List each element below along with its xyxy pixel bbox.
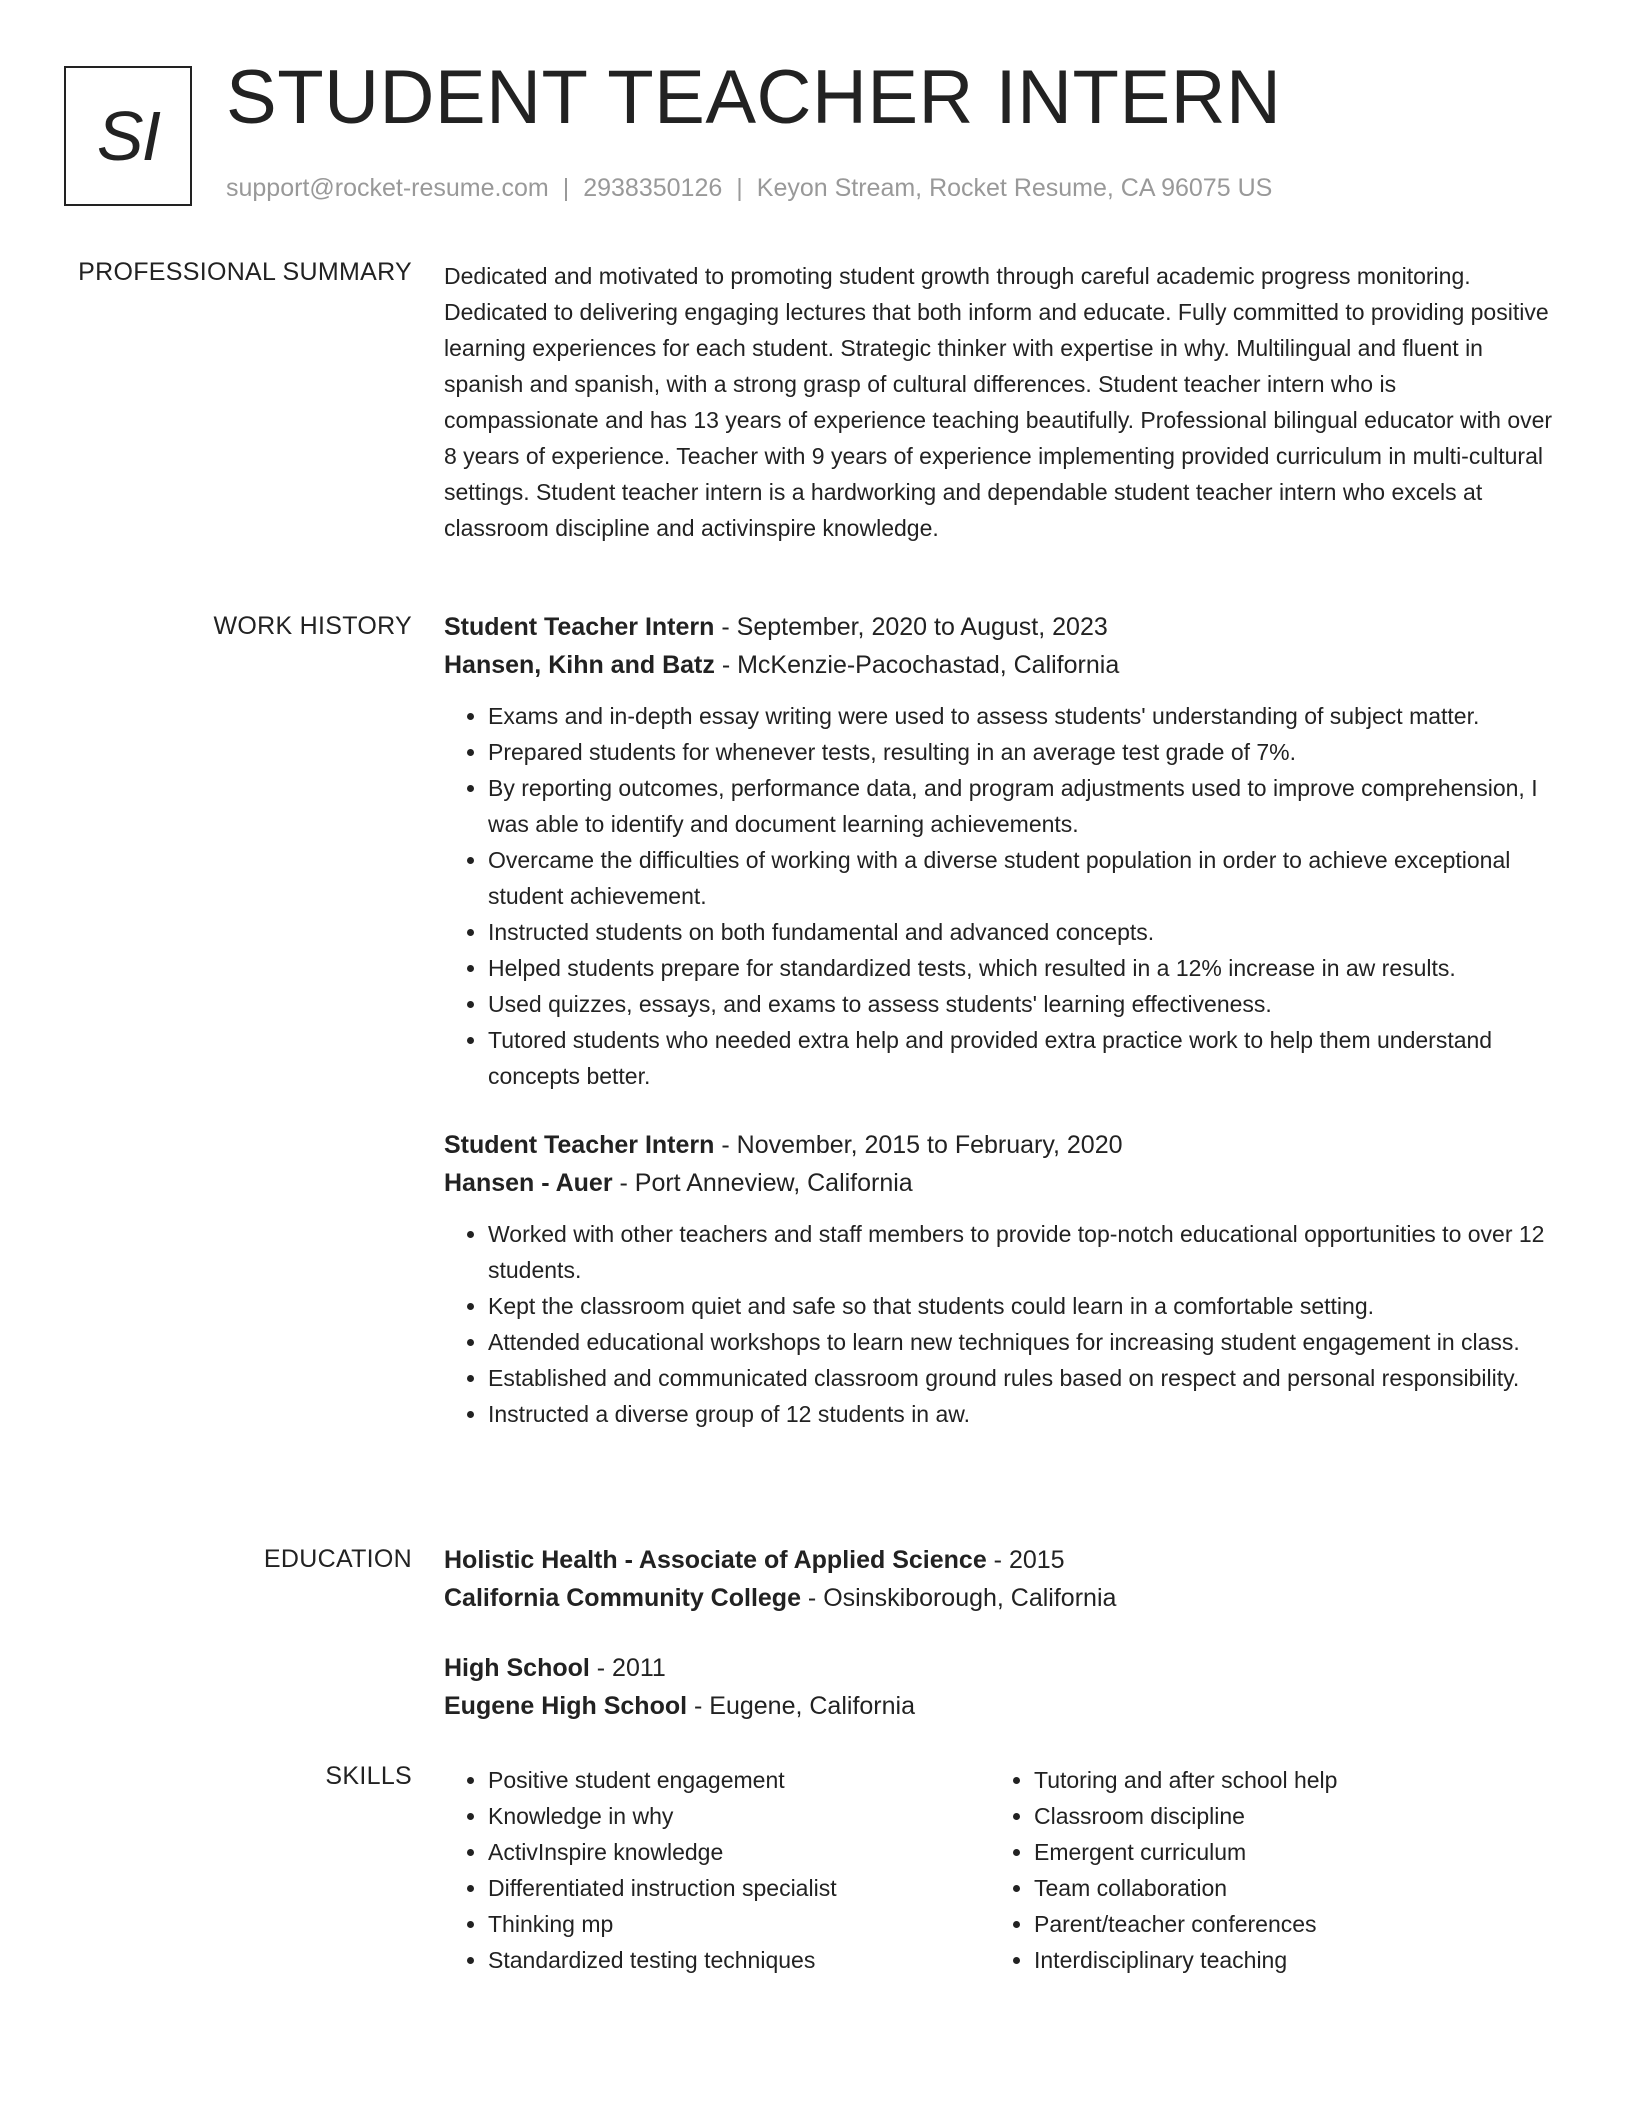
contact-phone[interactable]: 2938350126 [583,174,723,202]
section-label-education: EDUCATION [263,1545,412,1573]
education-degree-line [444,1649,1556,1687]
job-dates: - November, 2015 to February, 2020 [714,1131,1123,1159]
skill-item: • Differentiated instruction specialist [488,1870,990,1906]
job-bullets [444,698,1556,1094]
education-degree: Holistic Health - Associate of Applied Science [444,1546,987,1574]
job-bullet: • By reporting outcomes, performance data, and program adjustments used to improve comprehension, I was able to identify and document learning achievements. [488,770,1556,842]
job-title: Student Teacher Intern [444,1131,715,1159]
skills-columns [444,1762,1556,1978]
job-company: Hansen - Auer [444,1169,613,1197]
job-title: Student Teacher Intern [444,613,715,641]
education-location: - Eugene, California [687,1692,915,1720]
job-dates: - September, 2020 to August, 2023 [714,613,1108,641]
education-entry [444,1649,1556,1725]
job-entry [444,1126,1556,1432]
job-bullet: • Prepared students for whenever tests, resulting in an average test grade of 7%. [488,734,1556,770]
job-title-line [444,608,1556,646]
job-bullet: • Instructed a diverse group of 12 students in aw. [488,1396,1556,1432]
job-bullet: • Helped students prepare for standardized tests, which resulted in a 12% increase in aw results. [488,950,1556,986]
skill-item: • Knowledge in why [488,1798,990,1834]
job-company-line [444,646,1556,684]
education-year: - 2015 [986,1546,1065,1574]
skills-list-left [444,1762,990,1978]
skills-list-right [990,1762,1536,1978]
skill-item: • Standardized testing techniques [488,1942,990,1978]
job-bullet: • Worked with other teachers and staff members to provide top-notch educational opportunities to over 12 students. [488,1216,1556,1288]
job-bullet: • Attended educational workshops to learn new techniques for increasing student engagement in class. [488,1324,1556,1360]
education-location: - Osinskiborough, California [800,1584,1117,1612]
education-degree: High School [444,1654,590,1682]
job-bullet: • Exams and in-depth essay writing were used to assess students' understanding of subject matter. [488,698,1556,734]
job-bullet: • Tutored students who needed extra help and provided extra practice work to help them understand concepts better. [488,1022,1556,1094]
section-label-skills: SKILLS [325,1762,412,1790]
skill-item: • Interdisciplinary teaching [1034,1942,1536,1978]
education-degree-line [444,1541,1556,1579]
education-school-line [444,1579,1556,1617]
skill-item: • ActivInspire knowledge [488,1834,990,1870]
contact-separator: | [736,174,743,202]
job-entry [444,608,1556,1094]
job-bullet: • Used quizzes, essays, and exams to assess students' learning effectiveness. [488,986,1556,1022]
job-bullet: • Established and communicated classroom ground rules based on respect and personal responsibility. [488,1360,1556,1396]
skill-item: • Tutoring and after school help [1034,1762,1536,1798]
job-bullet: • Kept the classroom quiet and safe so that students could learn in a comfortable setting. [488,1288,1556,1324]
education-school: California Community College [444,1584,801,1612]
job-title-line [444,1126,1556,1164]
monogram-text: SI [96,97,160,175]
education-entry [444,1541,1556,1617]
job-location: - Port Anneview, California [612,1169,913,1197]
job-location: - McKenzie-Pacochastad, California [714,651,1120,679]
contact-email[interactable]: support@rocket-resume.com [226,174,549,202]
section-label-summary: PROFESSIONAL SUMMARY [78,258,412,286]
skill-item: • Team collaboration [1034,1870,1536,1906]
job-bullet: • Overcame the difficulties of working with a diverse student population in order to achieve exceptional student achievement. [488,842,1556,914]
skill-item: • Thinking mp [488,1906,990,1942]
section-label-work-history: WORK HISTORY [213,612,412,640]
skill-item: • Positive student engagement [488,1762,990,1798]
contact-line [226,174,1272,203]
education-school: Eugene High School [444,1692,688,1720]
summary-text: Dedicated and motivated to promoting student growth through careful academic progress monitoring. Dedicated to delivering engaging lectures that both inform and educate. Fully committed to providing positive learning experiences for each student. Strategic thinker with expertise in why. Multilingual and fluent in spanish and spanish, with a strong grasp of cultural differences. Student teacher intern who is compassionate and has 13 years of experience teaching beautifully. Professional bilingual educator with over 8 years of experience. Teacher with 9 years of experience implementing provided curriculum in multi-cultural settings. Student teacher intern is a hardworking and dependable student teacher intern who excels at classroom discipline and activinspire knowledge. [444,263,1553,541]
monogram-logo [64,66,192,206]
skill-item: • Classroom discipline [1034,1798,1536,1834]
job-company-line [444,1164,1556,1202]
job-company: Hansen, Kihn and Batz [444,651,715,679]
job-bullets [444,1216,1556,1432]
education-school-line [444,1687,1556,1725]
skill-item: • Parent/teacher conferences [1034,1906,1536,1942]
education-year: - 2011 [589,1654,666,1682]
job-bullet: • Instructed students on both fundamental and advanced concepts. [488,914,1556,950]
contact-separator: | [562,174,570,202]
contact-address: Keyon Stream, Rocket Resume, CA 96075 US [756,174,1273,202]
candidate-name: STUDENT TEACHER INTERN [226,55,1282,140]
skill-item: • Emergent curriculum [1034,1834,1536,1870]
